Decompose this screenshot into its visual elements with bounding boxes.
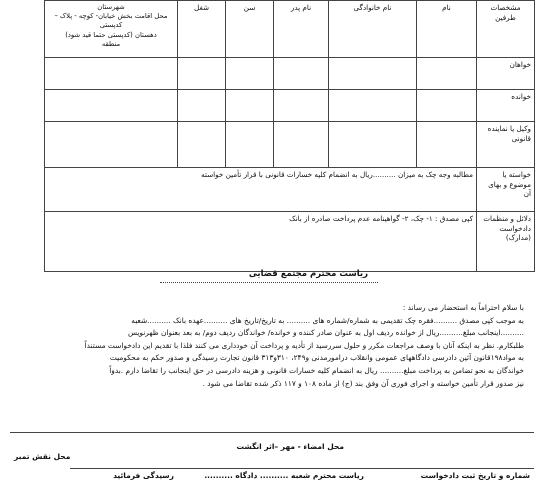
- footer-line-top: [10, 432, 534, 433]
- row-subject: خواسته یا موضوع و بهای آن: [477, 168, 535, 212]
- body-p2: ..........اینجانب مبلغ..........ریال از خوانده ردیف اول به عنوان صادر کننده و خوانده/ خواندگان ردیف دوم/ به بعد بعنوان ظهرنویس: [127, 328, 524, 338]
- plaintiff-job[interactable]: [178, 58, 226, 90]
- body-p6: نیز صدور قرار تأمین خواسته و اجرای فوری آن وفق بند (ج) از ماده ۱۰۸ و ۱۱۷ ذکر شده تقاضا می شود .: [202, 378, 524, 388]
- row-defendant: خوانده: [477, 90, 535, 122]
- defendant-name[interactable]: [417, 90, 477, 122]
- body-title: ریاست محترم مجتمع قضایی: [248, 269, 368, 279]
- parties-table: [44, 0, 535, 272]
- plaintiff-age[interactable]: [226, 58, 274, 90]
- sign-place: محل امضاء - مهر –اثر انگشت: [236, 442, 344, 451]
- defendant-address[interactable]: [45, 90, 178, 122]
- body-p5: خواندگان به نحو تضامن به پرداخت مبلغ.......... ریال به انضمام کلیه خسارات قانونی و هزینه دادرسی در حق اینجانب را تقاضا دارم .بدواً: [109, 365, 524, 375]
- col-family: نام خانوادگی: [329, 1, 417, 58]
- lawyer-father[interactable]: [274, 122, 329, 168]
- lawyer-address[interactable]: [45, 122, 178, 168]
- greeting: با سلام احتراماً به استحضار می رساند :: [402, 303, 524, 312]
- row-evidence: دلائل و منظمات دادخواست (مدارک): [477, 212, 535, 272]
- chief-label-2: رسیدگی فرمائید: [113, 471, 174, 480]
- plaintiff-family[interactable]: [329, 58, 417, 90]
- defendant-father[interactable]: [274, 90, 329, 122]
- stamp-place: محل نقش تمبر: [14, 452, 71, 461]
- col-specs: مشخصات طرفین: [477, 1, 535, 58]
- subject-value[interactable]: مطالبه وجه چک به میزان ..........ریال به انضمام کلیه خسارات قانونی با قرار تأمین خواسته: [45, 168, 477, 212]
- register-label: شماره و تاریخ ثبت دادخواست: [420, 471, 530, 480]
- row-plaintiff: خواهان: [477, 58, 535, 90]
- lawyer-age[interactable]: [226, 122, 274, 168]
- defendant-family[interactable]: [329, 90, 417, 122]
- body-text: [22, 302, 524, 390]
- col-address-top: شهرستان: [97, 3, 125, 11]
- row-lawyer: وکیل یا نماینده قانونی: [477, 122, 535, 168]
- col-address-sub2: منطقه: [101, 39, 121, 48]
- body-p1: به موجب کپی مصدق ..........فقره چک تقدیمی به شماره/شماره های .......... به تاریخ/تاریخ های ..........عهده بانک ..........شعبه: [131, 315, 524, 325]
- plaintiff-name[interactable]: [417, 58, 477, 90]
- plaintiff-father[interactable]: [274, 58, 329, 90]
- footer: [10, 432, 534, 480]
- evidence-value[interactable]: کپی مصدق : ۱- چک، ۲- گواهینامه عدم پرداخت صادره از بانک: [45, 212, 477, 272]
- lawyer-name[interactable]: [417, 122, 477, 168]
- col-address: [45, 1, 178, 58]
- plaintiff-address[interactable]: [45, 58, 178, 90]
- col-age: سن: [226, 1, 274, 58]
- lawyer-family[interactable]: [329, 122, 417, 168]
- col-address-sub: دهستان (کدپستی حتما قید شود): [65, 30, 157, 39]
- title-dots: [160, 282, 378, 283]
- defendant-job[interactable]: [178, 90, 226, 122]
- col-father: نام پدر: [274, 1, 329, 58]
- defendant-age[interactable]: [226, 90, 274, 122]
- col-job: شغل: [178, 1, 226, 58]
- chief-label: ریاست محترم شعبه .......... دادگاه ..........: [204, 471, 364, 480]
- footer-line-bottom: [70, 468, 534, 469]
- body-p4: به مواد۱۹۸قانون آئین دادرسی دادگاههای عمومی وانقلاب درامورمدنی و۲۴۹، ۳۱۰و۳۱۳ قانون تجارت رسیدگی و صدور حکم به محکومیت: [109, 353, 524, 363]
- col-address-main: محل اقامت بخش خیابان- کوچه - پلاک – کدپستی: [54, 12, 168, 30]
- lawyer-job[interactable]: [178, 122, 226, 168]
- col-name: نام: [417, 1, 477, 58]
- body-p3: طلبکارم. نظر به اینکه آنان با وصف مراجعات مکرر و حلول سررسید از تأدیه و پرداخت آن خودداری می کنند فلذا با تقدیم این دادخواست مستنداً: [84, 340, 524, 350]
